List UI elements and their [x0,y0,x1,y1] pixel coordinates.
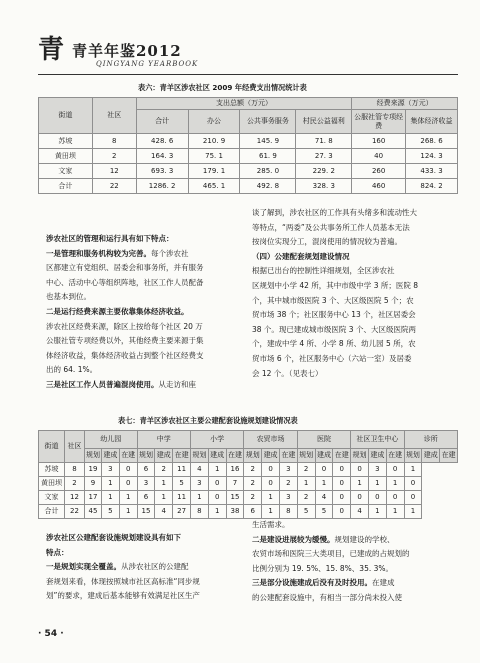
table6 [38,97,458,194]
text-line: 比例分别为 19. 5%、15. 8%、35. 3%。 [252,563,394,573]
table7-cell: 0 [386,463,404,477]
table7-header-group: 中学 [137,431,190,449]
table-row [39,505,458,519]
table6-header-street: 街道 [39,98,93,134]
table6-cell: 160 [352,134,406,149]
text-line [46,247,189,261]
text-lead-bold: 一是规划实现全覆盖。 [46,562,121,572]
table6-cell: 164. 3 [136,149,188,164]
table7-cell: 8 [190,505,208,519]
table6-cell: 328. 3 [296,179,352,194]
table7-cell: 0 [208,477,226,491]
table6-header-special: 公服社管专项经费 [352,110,406,134]
table7-cell: 38 [226,505,244,519]
table6-cell: 40 [352,149,406,164]
text-line: 套规划来看，体现按照城市社区高标准“同步规 [46,576,200,586]
table7 [38,430,458,519]
table6-header-community: 社区 [92,98,136,134]
text-rest: 每个涉农社 [151,248,189,258]
text-line: 公服社管专项经费以外，其他经费主要来源于集 [46,336,204,346]
table6-cell: 285. 0 [240,164,296,179]
table6-cell: 460 [352,179,406,194]
text-line: 按岗位实现分工，混岗使用的情况较为普遍。 [252,237,402,247]
text-line: 农贸市场和医院三大类项目，已建成的占规划的 [252,549,410,559]
table7-cell-street: 合计 [39,505,65,519]
table7-cell: 0 [333,505,351,519]
text-line: 涉农社区公建配套设施规划建设具有如下 [46,533,181,542]
table6-cell: 苏坡 [39,134,93,149]
table7-cell: 1 [386,505,404,519]
table7-header-group: 诊所 [404,431,457,449]
text-line: 区规划中小学 42 所，其中市级中学 3 所；医院 8 [252,281,419,290]
text-line: 二是运行经费来源主要依靠集体经济收益。 [46,307,189,316]
text-line: 也基本到位。 [46,292,91,302]
table7-cell: 0 [262,463,280,477]
table7-cell: 3 [279,491,297,505]
text-rest: 从走访和座 [158,380,196,389]
text-line: 中心、活动中心等组织阵地，社区工作人员配备 [46,277,204,287]
table7-cell: 4 [190,463,208,477]
text-line [46,560,189,574]
table7-cell: 8 [65,463,85,477]
table7-cell: 2 [244,463,262,477]
table7-cell: 0 [333,463,351,477]
table7-cell: 4 [315,491,333,505]
table7-cell: 22 [65,505,85,519]
table6-cell: 75. 1 [188,149,240,164]
text-line: 生活需求。 [252,520,290,529]
table7-cell: 2 [297,491,315,505]
table6-cell: 179. 1 [188,164,240,179]
table7-header-sub: 在建 [173,449,191,463]
yearbook-title: 青羊年鉴2012 [72,42,182,60]
table7-cell: 0 [119,463,137,477]
table7-cell: 15 [226,491,244,505]
table7-cell: 6 [137,491,155,505]
table7-header-sub: 规划 [85,449,102,463]
table7-cell: 2 [65,477,85,491]
table7-header-sub: 规划 [351,449,369,463]
table7-header-sub: 建成 [155,449,173,463]
table7-cell: 0 [404,477,422,491]
table7-header-group: 幼儿园 [85,431,138,449]
table7-cell: 1 [262,491,280,505]
table7-cell: 1 [297,477,315,491]
table7-cell: 1 [262,505,280,519]
table6-header-total: 合计 [136,110,188,134]
table7-cell: 5 [315,505,333,519]
table7-cell: 3 [137,477,155,491]
text-line: 划”的要求，建成后基本能够有效满足社区生产 [46,591,200,601]
table7-header-sub: 规划 [404,449,422,463]
table7-cell: 2 [244,477,262,491]
table7-caption: 表七：青羊区涉农社区主要公建配套设施规划建设情况表 [118,416,298,425]
table6-cell: 428. 6 [136,134,188,149]
text-line: （四）公建配套规划建设情况 [252,251,350,261]
table6-header-welfare: 村民公益福利 [296,110,352,134]
table7-cell: 3 [368,463,386,477]
yearbook-subtitle: QINGYANG YEARBOOK [96,60,199,68]
table7-cell: 2 [297,463,315,477]
table7-cell: 0 [262,477,280,491]
table7-cell: 1 [190,491,208,505]
text-line: 等特点，“两委”及公共事务所工作人员基本无法 [252,222,410,232]
table7-cell: 4 [351,505,369,519]
text-line: 特点： [46,547,69,557]
table6-cell: 12 [92,164,136,179]
table7-cell: 1 [119,505,137,519]
text-lead-bold: 三是社区工作人员普遍混岗使用。 [46,380,159,389]
table7-header-sub: 在建 [333,449,351,463]
text-rest: 在建成 [372,578,395,588]
text-rest: 从涉农社区的公建配 [121,562,189,572]
text-lead-bold: 一是管理和服务机构较为完善。 [46,248,151,258]
table6-cell: 2 [92,149,136,164]
table7-cell: 6 [244,505,262,519]
table7-cell: 1 [155,477,173,491]
table7-cell: 1 [315,477,333,491]
text-line: 根据已出台的控制性详细规划，全区涉农社 [252,266,395,276]
table7-header-sub: 规划 [244,449,262,463]
table7-cell-street: 黄田坝 [39,477,65,491]
table6-cell: 465. 1 [188,179,240,194]
table7-cell: 1 [102,491,120,505]
text-line: 体经济收益，集体经济收益占到整个社区经费支 [46,350,204,360]
text-line [252,576,395,590]
table6-cell: 210. 9 [188,134,240,149]
table6-header-collective: 集体经济收益 [406,110,458,134]
table6-cell: 1286. 2 [136,179,188,194]
yearbook-logo: 青 [38,35,65,65]
table7-cell: 0 [351,491,369,505]
text-line: 贸市场 38 个；社区服务中心 13 个，社区居委会 [252,310,416,320]
table7-header-group: 医院 [297,431,350,449]
text-line: 出的 64. 1%。 [46,365,98,375]
text-line: 谈了解到，涉农社区的工作具有头绪多和流动性大 [252,208,417,217]
table7-cell: 1 [351,477,369,491]
table7-cell: 5 [297,505,315,519]
table7-cell: 5 [102,505,120,519]
text-lead-bold: 三是部分设施建成后没有及时投用。 [252,578,372,588]
table7-header-sub: 在建 [226,449,244,463]
table7-cell: 16 [226,463,244,477]
table7-header-sub: 规划 [190,449,208,463]
text-line: 个，建成中学 4 所、小学 8 所、幼儿园 5 所，农 [252,339,416,349]
table7-cell: 6 [137,463,155,477]
table-row [39,463,458,477]
table-row [39,477,458,491]
table6-cell: 124. 3 [406,149,458,164]
table7-cell: 0 [404,491,422,505]
table6-header-expense: 支出总额（万元） [136,98,351,110]
table7-cell: 0 [208,491,226,505]
table7-cell: 3 [102,463,120,477]
table7-header-sub: 在建 [386,449,404,463]
table7-header-sub: 建成 [208,449,226,463]
table-row [39,491,458,505]
text-lead-bold: 二是建设进展较为缓慢。 [252,534,335,544]
table7-cell: 11 [173,463,191,477]
table7-cell: 1 [368,477,386,491]
table7-header-sub: 在建 [119,449,137,463]
table7-cell: 15 [137,505,155,519]
header-divider [38,74,458,75]
table7-cell: 1 [208,463,226,477]
table6-caption: 表六：青羊区涉农社区 2009 年经费支出情况统计表 [138,83,307,92]
table7-header-community: 社区 [65,431,85,463]
table6-header-public: 公共事务服务 [240,110,296,134]
table7-header-sub: 建成 [262,449,280,463]
table7-cell: 5 [173,477,191,491]
table7-cell: 0 [333,477,351,491]
table7-header-street: 街道 [39,431,65,463]
table7-header-sub: 建成 [422,449,440,463]
table6-cell: 黄田坝 [39,149,93,164]
table6-cell: 合计 [39,179,93,194]
table6-cell: 824. 2 [406,179,458,194]
table7-cell: 0 [333,491,351,505]
table6-cell: 71. 8 [296,134,352,149]
table7-cell: 12 [65,491,85,505]
table-row [39,134,458,149]
table7-cell: 0 [386,491,404,505]
table7-cell: 1 [404,505,422,519]
table7-header-sub: 在建 [440,449,458,463]
table7-cell: 45 [85,505,102,519]
text-line: 的公建配套设施中，有相当一部分尚未投入使 [252,593,402,602]
table7-cell: 1 [102,477,120,491]
table7-cell: 4 [155,505,173,519]
text-line: 会 12 个。（见表七） [252,368,323,378]
table-row [39,149,458,164]
table6-cell: 145. 9 [240,134,296,149]
table6-cell: 433. 3 [406,164,458,179]
table6-cell: 61. 9 [240,149,296,164]
table7-header-sub: 建成 [102,449,120,463]
table6-cell: 22 [92,179,136,194]
table6-cell: 8 [92,134,136,149]
table7-header-sub: 建成 [368,449,386,463]
text-line [252,533,395,547]
table7-header-sub: 规划 [137,449,155,463]
table6-cell: 268. 6 [406,134,458,149]
table7-header-group: 社区卫生中心 [351,431,404,449]
text-line: 38 个。现已建成城市级医院 3 个、大区级医院两 [252,324,416,334]
table-row [39,164,458,179]
page-number: · 54 · [38,629,64,639]
table7-cell: 1 [155,491,173,505]
table7-cell: 1 [208,505,226,519]
text-line [46,378,196,392]
table7-cell: 0 [119,477,137,491]
table7-cell-street: 文家 [39,491,65,505]
table6-header-office: 办公 [188,110,240,134]
table7-cell: 2 [155,463,173,477]
table7-cell: 3 [190,477,208,491]
table6-cell: 229. 2 [296,164,352,179]
table7-cell: 11 [173,491,191,505]
table6-cell: 693. 3 [136,164,188,179]
table7-cell: 7 [226,477,244,491]
table7-cell: 9 [85,477,102,491]
table7-cell: 1 [119,491,137,505]
table6-header-funding: 经费来源（万元） [352,98,458,110]
table7-cell: 19 [85,463,102,477]
table7-cell: 27 [173,505,191,519]
text-line: 涉农社区经费来源，除区上按给每个社区 20 万 [46,321,203,331]
table7-header-group: 农贸市场 [244,431,297,449]
page-header [38,34,458,74]
table7-cell: 0 [351,463,369,477]
table6-cell: 27. 3 [296,149,352,164]
text-rest: 规划建设的学校、 [334,534,395,544]
text-line: 涉农社区的管理和运行具有如下特点： [46,234,174,243]
table6-cell: 文家 [39,164,93,179]
table7-cell: 0 [315,463,333,477]
table-row [39,179,458,194]
table7-cell: 0 [368,491,386,505]
table7-cell: 2 [244,491,262,505]
table6-cell: 492. 8 [240,179,296,194]
table7-cell: 1 [368,505,386,519]
table7-header-sub: 在建 [279,449,297,463]
table7-cell: 3 [279,463,297,477]
table7-cell: 17 [85,491,102,505]
table7-header-group: 小学 [190,431,243,449]
table6-cell: 260 [352,164,406,179]
table7-cell-street: 苏坡 [39,463,65,477]
table7-header-sub: 规划 [297,449,315,463]
text-line: 区都建立有党组织、居委会和事务所，并有服务 [46,263,204,273]
text-line: 个，其中城市级医院 3 个、大区级医院 5 个；农 [252,295,414,305]
table7-cell: 8 [279,505,297,519]
table7-header-sub: 建成 [315,449,333,463]
table7-cell: 1 [404,463,422,477]
table7-cell: 2 [279,477,297,491]
text-line: 贸市场 6 个，社区服务中心（六站一室）及居委 [252,354,412,363]
table7-cell: 1 [386,477,404,491]
